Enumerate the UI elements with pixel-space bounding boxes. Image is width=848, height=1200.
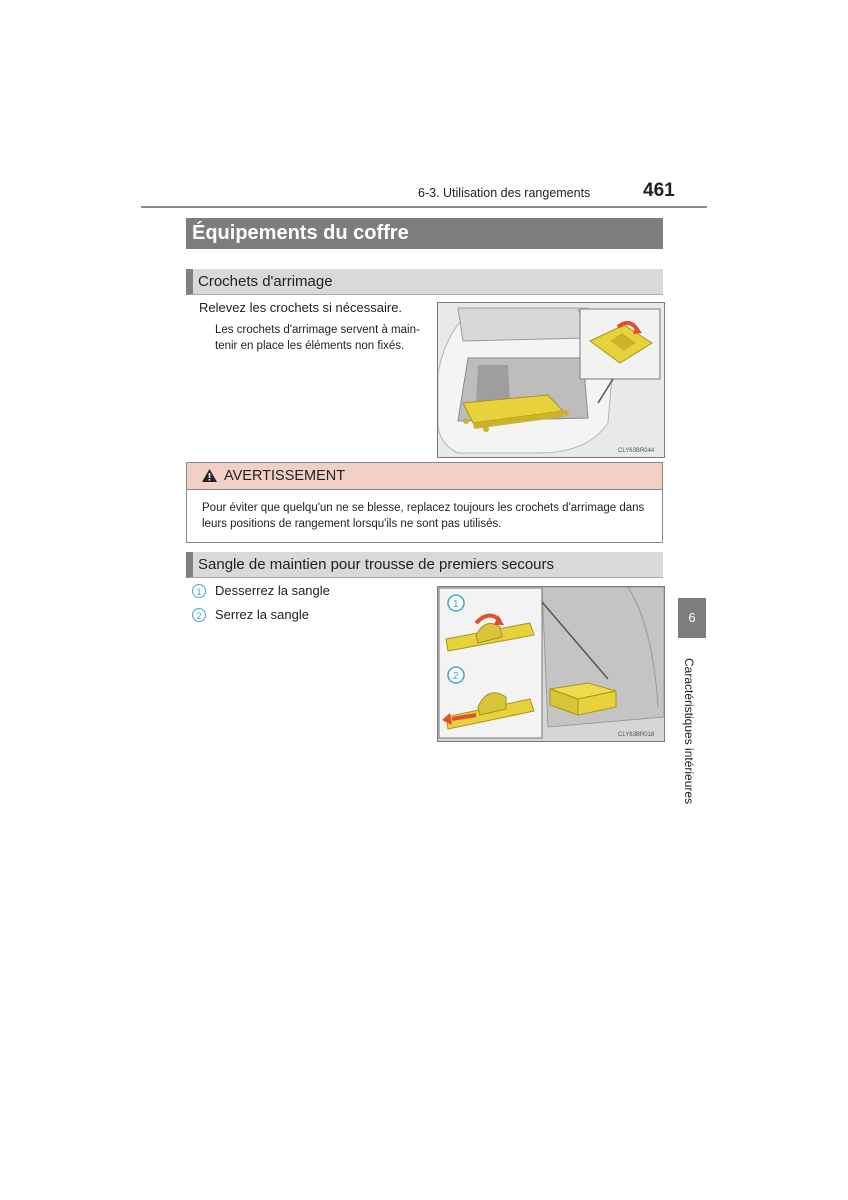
step-number-1: 1	[192, 584, 206, 598]
warning-text	[202, 500, 657, 532]
section1-intro: Relevez les crochets si nécessaire.	[199, 300, 403, 315]
warning-triangle-icon	[201, 468, 218, 483]
page-number: 461	[643, 180, 675, 201]
warning-box	[186, 462, 663, 543]
figure-step-1: 1	[453, 599, 459, 610]
warning-line1: Pour éviter que quelqu'un ne se blesse, replacez toujours les crochets d'arrimage dans	[202, 502, 645, 514]
figure-step-2: 2	[453, 671, 459, 682]
page-title: Équipements du coffre	[186, 218, 663, 249]
header-rule	[141, 206, 707, 208]
chapter-tab: 6	[678, 598, 706, 638]
first-aid-strap-illustration	[437, 586, 665, 742]
strap-drawing	[438, 587, 664, 741]
tie-down-hooks-illustration	[437, 302, 665, 458]
trunk-hooks-drawing	[438, 303, 664, 457]
warning-line2: leurs positions de rangement lorsqu'ils ne sont pas utilisés.	[202, 518, 502, 530]
warning-label: AVERTISSEMENT	[224, 468, 346, 484]
section1-note-line1: Les crochets d'arrimage servent à main-	[215, 324, 420, 336]
section1-note-line2: tenir en place les éléments non fixés.	[215, 340, 405, 352]
step-text-1: Desserrez la sangle	[215, 583, 330, 598]
figure1-code: CLY63BR044	[618, 448, 655, 454]
figure2-code: CLY63BR018	[618, 732, 655, 738]
section-heading-first-aid-strap: Sangle de maintien pour trousse de premiers secours	[186, 552, 663, 578]
warning-header	[187, 463, 662, 490]
section-heading-tie-down-hooks: Crochets d'arrimage	[186, 269, 663, 295]
chapter-label: Caractéristiques intérieures	[682, 658, 696, 805]
step-number-2: 2	[192, 608, 206, 622]
step-text-2: Serrez la sangle	[215, 607, 309, 622]
running-head: 6-3. Utilisation des rangements	[418, 186, 591, 200]
